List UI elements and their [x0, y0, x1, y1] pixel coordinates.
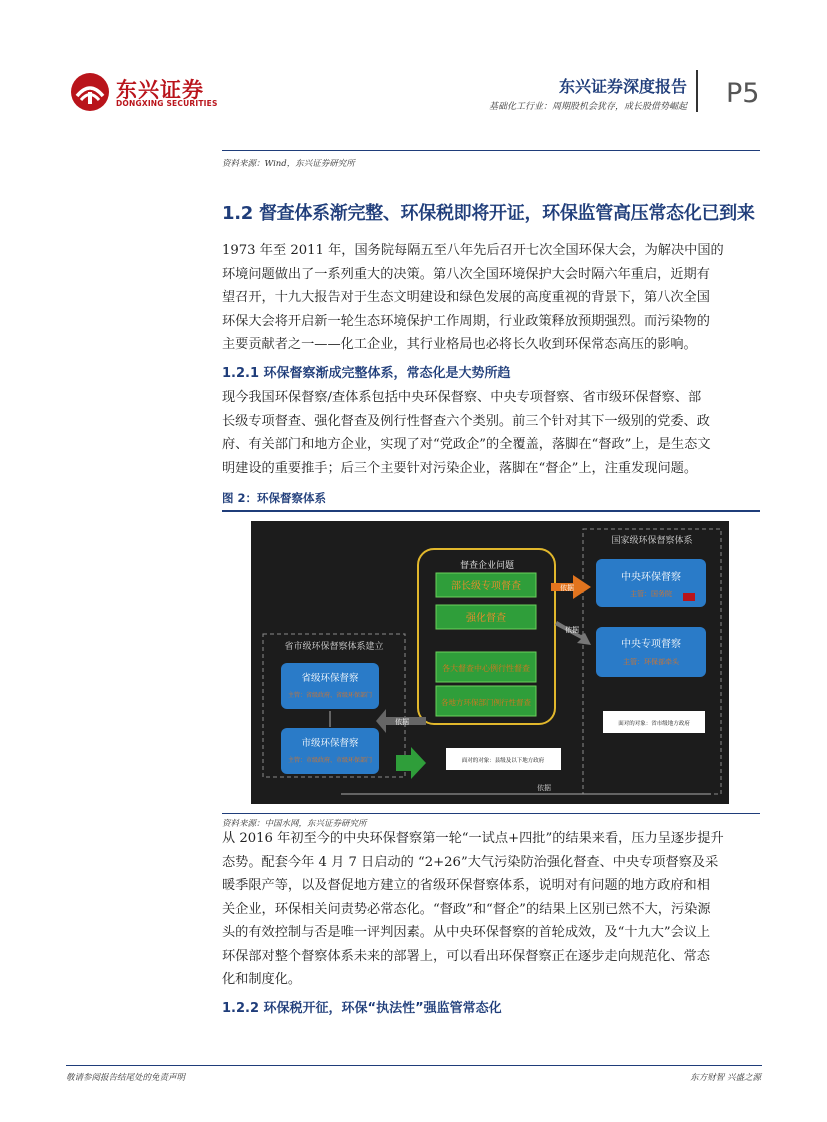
header-divider: [696, 70, 698, 112]
basis-label-1: 依据: [560, 584, 574, 592]
para3-line: 关企业，环保相关问责势必常态化。“督政”和“督企”的结果上区别已然不大，污染源: [222, 901, 711, 917]
para3-line: 从 2016 年初至今的中央环保督察第一轮“一试点+四批”的结果来看，压力呈逐步提升: [222, 831, 724, 846]
paragraph-3: [222, 827, 760, 992]
page-number: P5: [726, 78, 760, 109]
central-supervision-title: 中央环保督察: [621, 572, 681, 583]
supervision-diagram: [251, 521, 729, 804]
para3-line: 环保部对整个督察体系未来的部署上，可以看出环保督察正在逐步走向规范化、常态: [222, 948, 710, 964]
logo-english-text: DONGXING SECURITIES: [116, 99, 218, 108]
central-badge-icon: [683, 593, 695, 601]
para1-line: 环境问题做出了一系列重大的决策。第八次全国环境保护大会时隔六年重启，近期有: [222, 266, 710, 282]
report-title: 东兴证券深度报告: [558, 77, 687, 96]
paragraph-2: [222, 386, 760, 480]
enterprise-group-title: 督查企业问题: [459, 561, 515, 571]
para2-line: 长级专项督查、强化督查及例行性督查六个类别。前三个针对其下一级别的党委、政: [222, 413, 710, 429]
central-special-title: 中央专项督察: [621, 639, 681, 650]
central-supervision-sub: 主管：国务院: [630, 590, 672, 598]
province-sub: 主管：省级政府、省级环保部门: [287, 692, 373, 699]
basis-label-3: 依据: [395, 718, 409, 726]
central-special-sub: 主管：环保部牵头: [623, 658, 679, 666]
section-heading: 1.2 督查体系渐完整、环保税即将开证，环保监管高压常态化已到来: [222, 203, 755, 224]
item-ministerial-label: 部长级专项督查: [451, 581, 521, 592]
basis-label-4: 依据: [537, 784, 551, 792]
report-subtitle: 基础化工行业：周期股机会犹存，成长股借势崛起: [488, 102, 687, 112]
target-province-label: 面对的对象：省市级地方政府: [618, 721, 690, 727]
central-special-box: [596, 627, 706, 677]
diagram-svg: [251, 521, 729, 804]
footer-rule: [66, 1065, 762, 1066]
para1-line: 主要贡献者之一——化工企业，其行业格局也必将长久收到环保常态高压的影响。: [222, 337, 697, 352]
city-title: 市级环保督察: [301, 738, 359, 749]
para1-line: 环保大会将开启新一轮生态环境保护工作周期，行业政策释放预期强烈。而污染物的: [222, 313, 710, 329]
city-sub: 主管：市级政府、市级环保部门: [287, 757, 373, 764]
item-strengthened-label: 强化督查: [466, 613, 506, 624]
para1-line: 1973 年至 2011 年，国务院每隔五至八年先后召开七次全国环保大会，为解决中国的: [222, 243, 724, 258]
national-group-title: 国家级环保督察体系: [611, 536, 693, 546]
header-rule: [222, 150, 760, 151]
para3-line: 头的有效控制与否是唯一评判因素。从中央环保督察的首轮成效，及“十九大”会议上: [222, 925, 711, 940]
province-box: [281, 663, 379, 709]
para1-line: 望召开，十九大报告对于生态文明建设和绿色发展的高度重视的背景下，第八次全国: [222, 290, 710, 305]
figure-title: 图 2：环保督察体系: [222, 491, 327, 505]
para3-line: 暖季限产等，以及督促地方建立的省级环保督察体系，说明对有问题的地方政府和相: [222, 878, 710, 893]
green-arrow-icon: [396, 747, 426, 779]
item-local-label: 各地方环保部门例行性督查: [441, 698, 531, 707]
footer-disclaimer: 敬请参阅报告结尾处的免责声明: [66, 1073, 186, 1083]
footer-slogan: 东方财智 兴盛之源: [690, 1073, 761, 1083]
provincial-group-title: 省市级环保督察体系建立: [284, 642, 384, 652]
paragraph-1: [222, 239, 760, 357]
para2-line: 明建设的重要推手；后三个主要针对污染企业，落脚在“督企”上，注重发现问题。: [222, 460, 698, 476]
para2-line: 府、有关部门和地方企业，实现了对“党政企”的全覆盖，落脚在“督政”上，是生态文: [222, 437, 711, 452]
item-center-label: 各大督查中心例行性督查: [442, 664, 530, 673]
para2-line: 现今我国环保督察/查体系包括中央环保督察、中央专项督察、省市级环保督察、部: [222, 390, 702, 405]
subsection-heading-2: 1.2.2 环保税开征，环保“执法性”强监管常态化: [222, 1001, 502, 1016]
figure-top-rule: [222, 510, 760, 512]
city-box: [281, 728, 379, 774]
province-title: 省级环保督察: [301, 673, 359, 684]
para3-line: 态势。配套今年 4 月 7 日启动的 “2+26”大气污染防治强化督查、中央专项督察及采: [222, 854, 719, 870]
target-county-label: 面对的对象：县级及以下地方政府: [461, 758, 545, 764]
subsection-heading-1: 1.2.1 环保督察渐成完整体系，常态化是大势所趋: [222, 366, 511, 381]
logo-mark-icon: [70, 72, 110, 112]
para3-line: 化和制度化。: [222, 972, 302, 987]
basis-label-2: 依据: [565, 626, 579, 634]
source-note-figure: 资料来源：中国水网，东兴证券研究所: [222, 819, 367, 829]
logo-text: 东兴证券: [116, 78, 204, 102]
figure-bottom-rule: [222, 813, 760, 814]
source-note-top: 资料来源：Wind，东兴证券研究所: [222, 159, 355, 169]
